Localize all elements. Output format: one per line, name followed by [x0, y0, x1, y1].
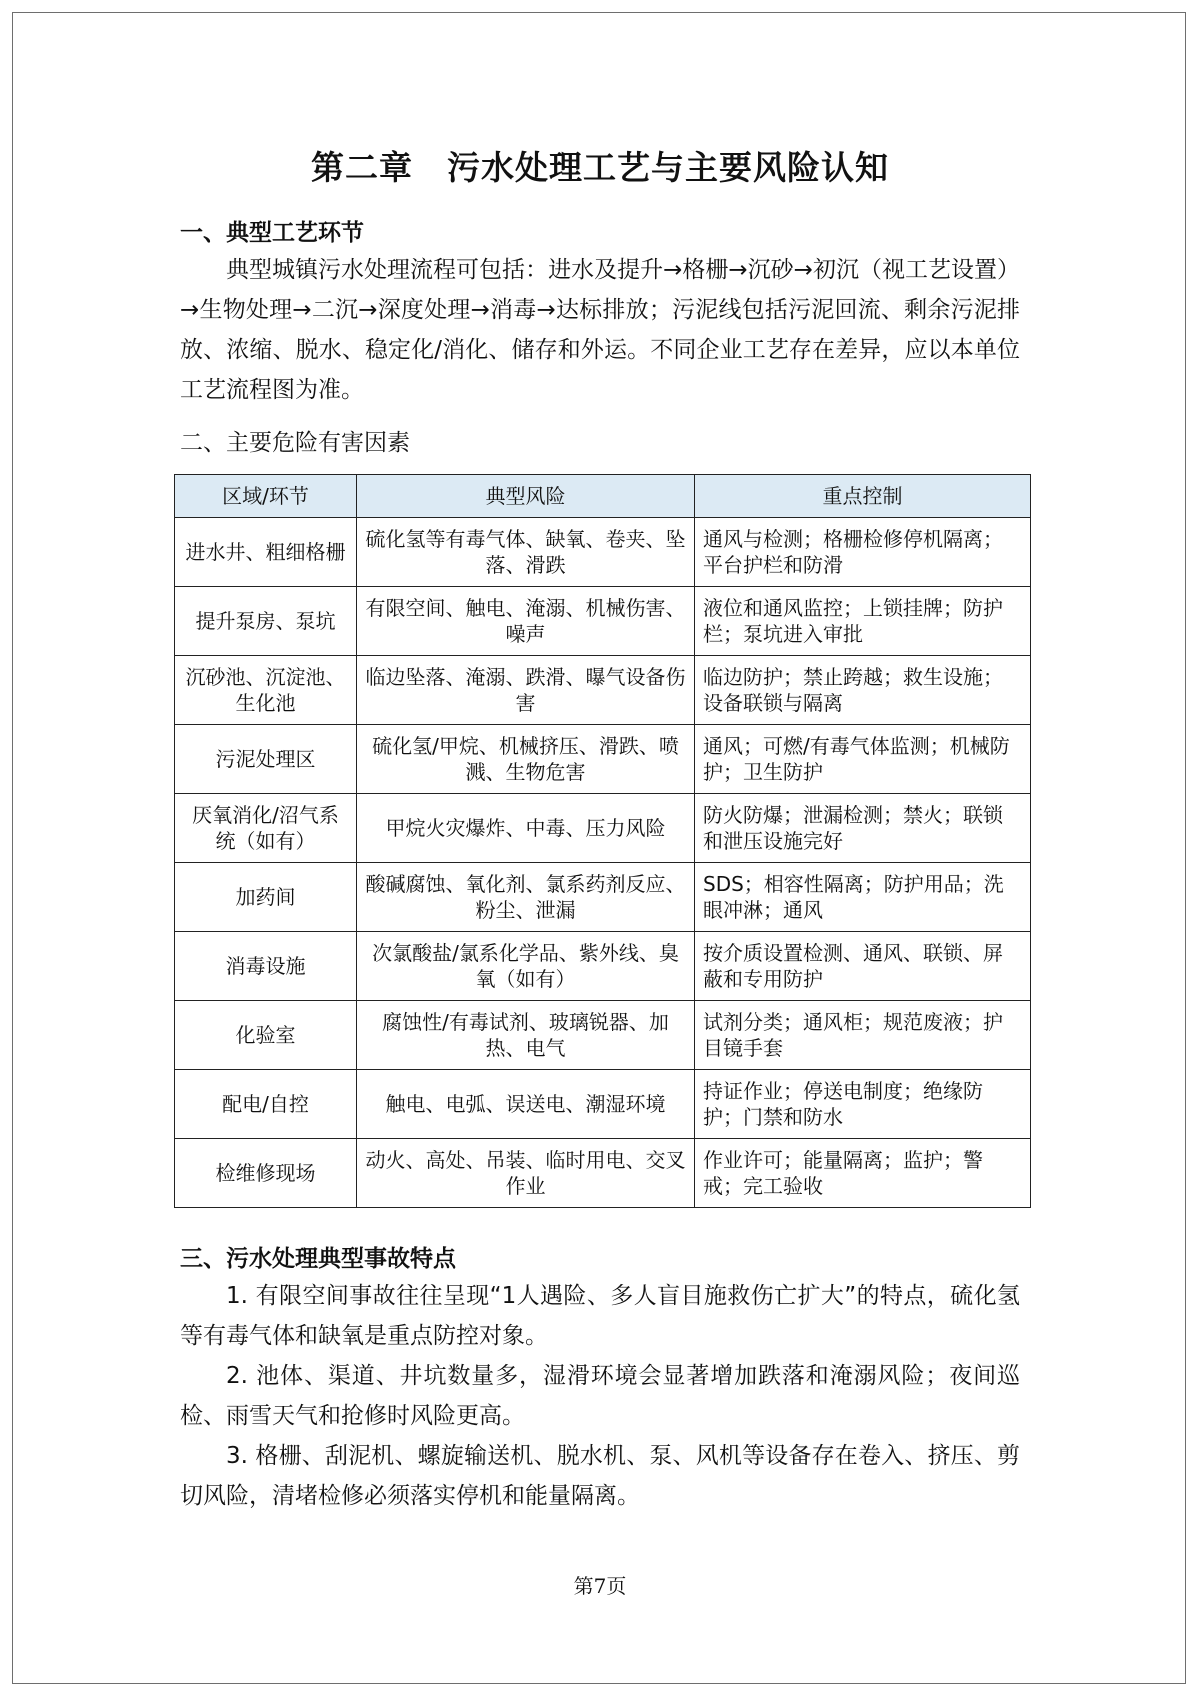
cell-control: 试剂分类；通风柜；规范废液；护目镜手套 [695, 1001, 1031, 1070]
cell-area: 加药间 [175, 863, 357, 932]
cell-risk: 甲烷火灾爆炸、中毒、压力风险 [357, 794, 695, 863]
section-3-item-3: 3. 格栅、刮泥机、螺旋输送机、脱水机、泵、风机等设备存在卷入、挤压、剪切风险，清堵检修必须落实停机和能量隔离。 [180, 1443, 1020, 1509]
cell-control: 临边防护；禁止跨越；救生设施；设备联锁与隔离 [695, 656, 1031, 725]
cell-risk: 临边坠落、淹溺、跌滑、曝气设备伤害 [357, 656, 695, 725]
table-row [175, 656, 1031, 725]
table-row [175, 1001, 1031, 1070]
cell-control: SDS；相容性隔离；防护用品；洗眼冲淋；通风 [695, 863, 1031, 932]
cell-area: 提升泵房、泵坑 [175, 587, 357, 656]
cell-area: 进水井、粗细格栅 [175, 518, 357, 587]
cell-area: 厌氧消化/沼气系统（如有） [175, 794, 357, 863]
cell-risk: 动火、高处、吊装、临时用电、交叉作业 [357, 1139, 695, 1208]
table-header-row [175, 475, 1031, 518]
cell-risk: 腐蚀性/有毒试剂、玻璃锐器、加热、电气 [357, 1001, 695, 1070]
cell-control: 液位和通风监控；上锁挂牌；防护栏；泵坑进入审批 [695, 587, 1031, 656]
section-3-heading: 三、污水处理典型事故特点 [180, 1246, 456, 1272]
cell-control: 作业许可；能量隔离；监护；警戒；完工验收 [695, 1139, 1031, 1208]
cell-risk: 酸碱腐蚀、氧化剂、氯系药剂反应、粉尘、泄漏 [357, 863, 695, 932]
section-1-heading: 一、典型工艺环节 [180, 220, 364, 246]
col-header-area: 区域/环节 [175, 475, 357, 518]
chapter-title: 第二章 污水处理工艺与主要风险认知 [311, 148, 889, 187]
cell-area: 化验室 [175, 1001, 357, 1070]
cell-risk: 硫化氢等有毒气体、缺氧、卷夹、坠落、滑跌 [357, 518, 695, 587]
risk-table [174, 474, 1031, 1208]
cell-area: 沉砂池、沉淀池、生化池 [175, 656, 357, 725]
cell-risk: 次氯酸盐/氯系化学品、紫外线、臭氧（如有） [357, 932, 695, 1001]
cell-risk: 硫化氢/甲烷、机械挤压、滑跌、喷溅、生物危害 [357, 725, 695, 794]
col-header-risk: 典型风险 [357, 475, 695, 518]
page-number: 第7页 [573, 1574, 627, 1598]
cell-area: 消毒设施 [175, 932, 357, 1001]
table-row [175, 863, 1031, 932]
cell-control: 持证作业；停送电制度；绝缘防护；门禁和防水 [695, 1070, 1031, 1139]
cell-risk: 有限空间、触电、淹溺、机械伤害、噪声 [357, 587, 695, 656]
table-row [175, 518, 1031, 587]
table-row [175, 1070, 1031, 1139]
table-row [175, 725, 1031, 794]
section-3-item-1: 1. 有限空间事故往往呈现“1人遇险、多人盲目施救伤亡扩大”的特点，硫化氢等有毒气体和缺氧是重点防控对象。 [180, 1283, 1020, 1349]
cell-control: 防火防爆；泄漏检测；禁火；联锁和泄压设施完好 [695, 794, 1031, 863]
table-row [175, 587, 1031, 656]
cell-area: 污泥处理区 [175, 725, 357, 794]
section-3-item-2: 2. 池体、渠道、井坑数量多，湿滑环境会显著增加跌落和淹溺风险；夜间巡检、雨雪天气和抢修时风险更高。 [180, 1363, 1020, 1429]
table-row [175, 932, 1031, 1001]
col-header-control: 重点控制 [695, 475, 1031, 518]
cell-area: 配电/自控 [175, 1070, 357, 1139]
table-row [175, 1139, 1031, 1208]
section-1-body: 典型城镇污水处理流程可包括：进水及提升→格栅→沉砂→初沉（视工艺设置）→生物处理→二沉→深度处理→消毒→达标排放；污泥线包括污泥回流、剩余污泥排放、浓缩、脱水、稳定化/消化、储存和外运。不同企业工艺存在差异，应以本单位工艺流程图为准。 [180, 257, 1020, 403]
cell-control: 通风与检测；格栅检修停机隔离；平台护栏和防滑 [695, 518, 1031, 587]
cell-area: 检维修现场 [175, 1139, 357, 1208]
cell-control: 按介质设置检测、通风、联锁、屏蔽和专用防护 [695, 932, 1031, 1001]
cell-risk: 触电、电弧、误送电、潮湿环境 [357, 1070, 695, 1139]
cell-control: 通风；可燃/有毒气体监测；机械防护；卫生防护 [695, 725, 1031, 794]
section-2-heading: 二、主要危险有害因素 [180, 430, 410, 456]
table-row [175, 794, 1031, 863]
